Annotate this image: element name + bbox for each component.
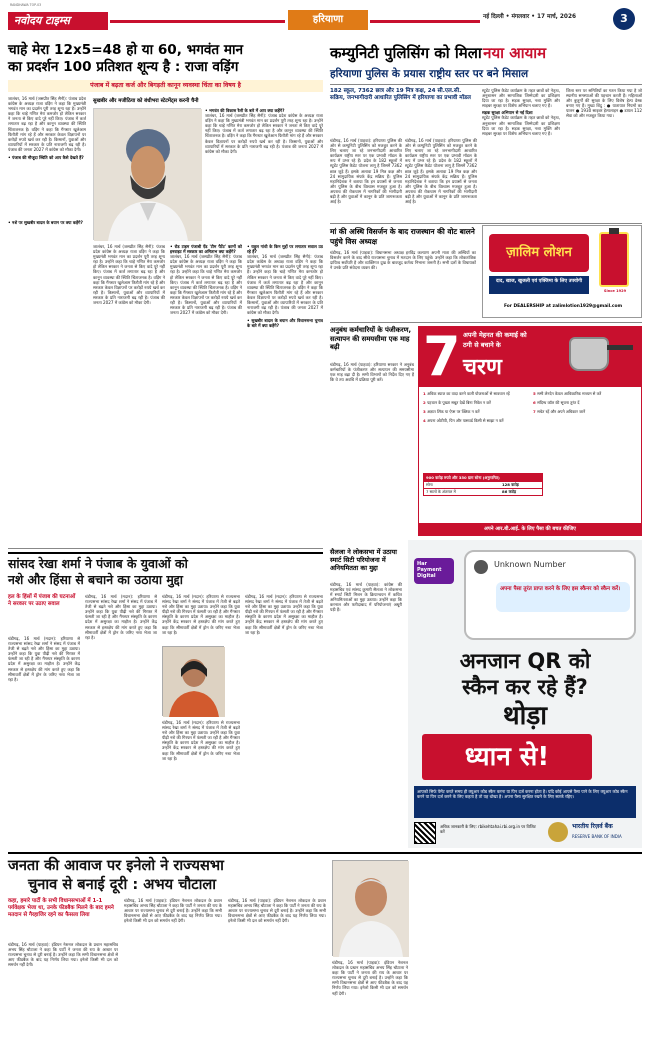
story1-qa2: • नशे पर सुखबीर बादल के बयान पर क्या कहेंगे? bbox=[8, 220, 83, 226]
divider bbox=[8, 548, 323, 549]
zalim-bottle-cap bbox=[609, 228, 619, 234]
story2-side-body-a: स्टूडेंट पुलिस कैडेट कार्यक्रम के तहत छात्रों को नेतृत्व, अनुशासन और सामाजिक जिम्मेदारी का प्रशिक्षण दिया जा रहा है। सड़क सुरक्षा, नशा मुक्ति और साइबर सुरक्षा पर विशेष अभियान चलाए गए हैं। bbox=[482, 88, 560, 109]
step-text: सचेत रहें और अपने अधिकार जानें bbox=[537, 409, 586, 414]
story1-body-text-c5: जालंधर, 16 मार्च (जसप्रीत सिंह सैनी): पंजाब प्रदेश कांग्रेस के अध्यक्ष राजा वड़िंग ने कहा कि मुख्यमंत्री भगवंत मान का प्रदर्शन पूरी तरह शून्य रहा है। उन्होंने कहा कि चाहे गणित मेरा कमजोर हो लेकिन सरकार ने जनता से किए वादे पूरे नहीं किए। पंजाब में कर्ज लगातार बढ़ रहा है और कानून व्यवस्था की स्थिति चिंताजनक है। वड़िंग ने कहा कि गैंगस्टर खुलेआम फिरौती मांग रहे हैं और सरकार केवल विज्ञापनों पर करोड़ों रुपये खर्च कर रही है। किसानों, युवाओं और व्यापारियों में सरकार के प्रति नाराजगी बढ़ रही है। पंजाब की जनता 2027 में कांग्रेस को मौका देगी। bbox=[247, 254, 323, 316]
story1-qa1: • पंजाब की मौजूदा स्थिति को आप कैसे देखते हैं? bbox=[8, 155, 84, 161]
table-cell: 86 करोड़ bbox=[502, 489, 517, 494]
phone-frame bbox=[464, 550, 636, 640]
step-item bbox=[533, 409, 639, 414]
story1-body-col5 bbox=[247, 244, 323, 544]
story1-strap: पंजाब में बढ़ता कर्ज और बिगड़ती कानून व्यवस्था चिंता का विषय है bbox=[8, 80, 323, 92]
zalim-dealer: For DEALERSHIP at zalimlotion1929@gmail.com bbox=[503, 304, 623, 309]
step-item bbox=[423, 409, 529, 414]
story2-bullet-head: 182 स्कूल, 7362 छात्र और 19 मित्र कक्ष, 24 सी.एल.सी. सक्रिय, जनभागीदारी आधारित पुलिसिंग में हरियाणा का प्रभावी मॉडल bbox=[330, 88, 471, 102]
step-item bbox=[423, 418, 529, 423]
story1-body-text: जालंधर, 16 मार्च (जसप्रीत सिंह सैनी): पंजाब प्रदेश कांग्रेस के अध्यक्ष राजा वड़िंग ने कहा कि मुख्यमंत्री भगवंत मान का प्रदर्शन पूरी तरह शून्य रहा है। उन्होंने कहा कि चाहे गणित मेरा कमजोर हो लेकिन सरकार ने जनता से किए वादे पूरे नहीं किए। पंजाब में कर्ज लगातार बढ़ रहा है और कानून व्यवस्था की स्थिति चिंताजनक है। वड़िंग ने कहा कि गैंगस्टर खुलेआम फिरौती मांग रहे हैं और सरकार केवल विज्ञापनों पर करोड़ों रुपये खर्च कर रही है। किसानों, युवाओं और व्यापारियों में सरकार के प्रति नाराजगी बढ़ रही है। पंजाब की जनता 2027 में कांग्रेस को मौका देगी। bbox=[8, 96, 86, 152]
rbi-name: भारतीय रिज़र्व बैंक bbox=[572, 823, 613, 830]
story2-headline-main: कम्युनिटी पुलिसिंग को मिला bbox=[330, 44, 482, 62]
steps-table-head: 900 करोड़ रुपये और 350 ग्राम सोना (अनुमानित) bbox=[424, 474, 542, 481]
step-bullet-icon: 1 bbox=[423, 391, 428, 396]
story1-body-text-cont: जालंधर, 16 मार्च (जसप्रीत सिंह सैनी): पंजाब प्रदेश कांग्रेस के अध्यक्ष राजा वड़िंग ने कहा कि मुख्यमंत्री भगवंत मान का प्रदर्शन पूरी तरह शून्य रहा है। उन्होंने कहा कि चाहे गणित मेरा कमजोर हो लेकिन सरकार ने जनता से किए वादे पूरे नहीं किए। पंजाब में कर्ज लगातार बढ़ रहा है और कानून व्यवस्था की स्थिति चिंताजनक है। वड़िंग ने कहा कि गैंगस्टर खुलेआम फिरौती मांग रहे हैं और सरकार केवल विज्ञापनों पर करोड़ों रुपये खर्च कर रही है। किसानों, युवाओं और व्यापारियों में सरकार के प्रति नाराजगी बढ़ रही है। पंजाब की जनता 2027 में कांग्रेस को मौका देगी। bbox=[205, 113, 323, 154]
story1-body-col1 bbox=[8, 96, 86, 545]
qr-title-line4: ध्यान से! bbox=[464, 742, 550, 772]
story1-qa3: • भगवंत की विकास रैली के बारे में आप क्या कहेंगे? bbox=[205, 108, 285, 113]
zalim-tagline: दाद, खाज, खुजली एवं एक्जिमा के लिए उपयोगी bbox=[489, 276, 589, 294]
story5-body-col2: चंडीगढ़, 16 मार्च (मदान): हरियाणा से राज्यसभा सांसद रेखा शर्मा ने संसद में पंजाब में तेजी से बढ़ते नशे और हिंसा का मुद्दा उठाया। उन्होंने कहा कि युवा पीढ़ी नशे की गिरफ्त में फंसती जा रही है और गैंगस्टर संस्कृति के कारण प्रदेश में असुरक्षा का माहौल है। उन्होंने केंद्र सरकार से हस्तक्षेप की मांग करते हुए कहा कि सीमावर्ती क्षेत्रों में ड्रोन के जरिए नशा भेजा जा रहा है। bbox=[85, 594, 157, 640]
story2-side-body: स्टूडेंट पुलिस कैडेट कार्यक्रम के तहत छात्रों को नेतृत्व, अनुशासन और सामाजिक जिम्मेदारी का प्रशिक्षण दिया जा रहा है। सड़क सुरक्षा, नशा मुक्ति और साइबर सुरक्षा पर विशेष अभियान चलाए गए हैं। bbox=[482, 115, 560, 136]
story7-body-col3: चंडीगढ़, 16 मार्च (पाहवा): इंडियन नेशनल लोकदल के प्रधान महासचिव अभय सिंह चौटाला ने कहा कि पार्टी ने जनता की राय के आधार पर राज्यसभा चुनाव से दूरी बनाई है। उन्होंने कहा कि सभी विधानसभा क्षेत्रों से आए फीडबैक के बाद यह निर्णय लिया गया। इनेलो किसी भी दल को समर्थन नहीं देगी। bbox=[228, 898, 326, 924]
story2-body-col4: जिला स्तर पर समितियों का गठन किया गया है जो स्थानीय समस्याओं की पहचान करती हैं। महिलाओं और बुजुर्गों की सुरक्षा के लिए विशेष हेल्प डेस्क बनाए गए हैं। मुख्य बिंदु : ● यातायात नियमों का पालन ● 1930 साइबर हेल्पलाइन ● डायल 112 सेवा को और मजबूत किया गया। bbox=[566, 88, 642, 119]
divider bbox=[330, 322, 642, 323]
paper-name: नवोदय टाइम्स bbox=[8, 12, 108, 30]
story7-bullet: कहा, हमारे पार्टी के सभी विधानसभाओं में 1-1 पर्यवेक्षक भेजा था, उनके फीडबैक मिलने के बाद हमने मतदान से गैरहाजिर रहने का फैसला लिया bbox=[8, 898, 114, 918]
steps-title-line1: अपनी मेहनत की कमाई को bbox=[463, 331, 527, 339]
story5-body-col4: चंडीगढ़, 16 मार्च (मदान): हरियाणा से राज्यसभा सांसद रेखा शर्मा ने संसद में पंजाब में तेजी से बढ़ते नशे और हिंसा का मुद्दा उठाया। उन्होंने कहा कि युवा पीढ़ी नशे की गिरफ्त में फंसती जा रही है और गैंगस्टर संस्कृति के कारण प्रदेश में असुरक्षा का माहौल है। उन्होंने केंद्र सरकार से हस्तक्षेप की मांग करते हुए कहा कि सीमावर्ती क्षेत्रों में ड्रोन के जरिए नशा भेजा जा रहा है। bbox=[245, 594, 323, 635]
step-bullet-icon: 7 bbox=[533, 409, 538, 414]
cooker-handle-icon bbox=[607, 345, 633, 350]
story1-qa6: • सुखबीर बादल के बयान और विधानसभा चुनाव के बारे में क्या कहेंगे? bbox=[247, 318, 323, 329]
section-title: हरियाणा bbox=[288, 10, 368, 30]
step-text: संदिग्ध कॉल की सूचना तुरंत दें bbox=[537, 400, 580, 405]
dateline: नई दिल्ली • मंगलवार • 17 मार्च, 2026 bbox=[483, 14, 577, 20]
divider bbox=[330, 223, 642, 224]
page-number: 3 bbox=[613, 8, 635, 30]
steps-big-word: चरण bbox=[463, 355, 502, 380]
step-bullet-icon: 3 bbox=[423, 409, 428, 414]
story5-body-col3a: चंडीगढ़, 16 मार्च (मदान): हरियाणा से राज्यसभा सांसद रेखा शर्मा ने संसद में पंजाब में तेजी से बढ़ते नशे और हिंसा का मुद्दा उठाया। उन्होंने कहा कि युवा पीढ़ी नशे की गिरफ्त में फंसती जा रही है और गैंगस्टर संस्कृति के कारण प्रदेश में असुरक्षा का माहौल है। उन्होंने केंद्र सरकार से हस्तक्षेप की मांग करते हुए कहा कि सीमावर्ती क्षेत्रों में ड्रोन के जरिए नशा भेजा जा रहा है। bbox=[162, 594, 240, 635]
steps-title-line2: ठगी से बचाने के bbox=[463, 341, 501, 349]
story5-bullet: हल के हिंसों में पंजाब की घटनाओं ने सरकार पर उठाए सवाल bbox=[8, 594, 76, 607]
rbi-name-en: RESERVE BANK OF INDIA bbox=[572, 834, 622, 839]
story1-body-col4 bbox=[170, 244, 242, 544]
person-portrait-icon bbox=[163, 647, 225, 717]
story1-headline bbox=[8, 42, 323, 76]
story4-body: चंडीगढ़, 16 मार्च (पाहवा): हरियाणा सरकार ने अनुबंध कर्मचारियों के पंजीकरण और सत्यापन की समयसीमा एक माह बढ़ा दी है। सभी विभागों को निर्देश दिए गए हैं कि वे तय अवधि में प्रक्रिया पूरी करें। bbox=[330, 362, 414, 383]
masthead bbox=[0, 0, 650, 40]
story1-qa5: • राहुल गांधी के किन मुद्दों पर लगातार सवाल उठ रहे हैं? bbox=[247, 244, 323, 255]
story5-body-col3b: चंडीगढ़, 16 मार्च (मदान): हरियाणा से राज्यसभा सांसद रेखा शर्मा ने संसद में पंजाब में तेजी से बढ़ते नशे और हिंसा का मुद्दा उठाया। उन्होंने कहा कि युवा पीढ़ी नशे की गिरफ्त में फंसती जा रही है और गैंगस्टर संस्कृति के कारण प्रदेश में असुरक्षा का माहौल है। उन्होंने केंद्र सरकार से हस्तक्षेप की मांग करते हुए कहा कि सीमावर्ती क्षेत्रों में ड्रोन के जरिए नशा भेजा जा रहा है। bbox=[162, 720, 240, 761]
story4-headline: अनुबंध कर्मचारियों के पंजीकरण, सत्यापन की समयसीमा एक माह बढ़ी bbox=[330, 326, 412, 352]
qr-title-line2: स्कैन कर रहे हैं? bbox=[462, 675, 588, 699]
story2-side-label: सड़क सुरक्षा अभियान से नई दिशा bbox=[482, 110, 533, 116]
payment-badge: Har Payment Digital bbox=[414, 558, 454, 584]
steps-list-left bbox=[423, 391, 529, 427]
story1-headline-line1: चाहे मेरा 12x5=48 हो या 60, भगवंत मान bbox=[8, 42, 244, 58]
qr-title-line1: अनजान QR को bbox=[459, 649, 591, 673]
story7-body-col1: चंडीगढ़, 16 मार्च (पाहवा): इंडियन नेशनल लोकदल के प्रधान महासचिव अभय सिंह चौटाला ने कहा कि पार्टी ने जनता की राय के आधार पर राज्यसभा चुनाव से दूरी बनाई है। उन्होंने कहा कि सभी विधानसभा क्षेत्रों से आए फीडबैक के बाद यह निर्णय लिया गया। इनेलो किसी भी दल को समर्थन नहीं देगी। bbox=[8, 942, 118, 968]
unknown-number-label: Unknown Number bbox=[494, 560, 566, 569]
step-text: पहचान के पुख्ता सबूत देखें बिना निवेश न करें bbox=[427, 400, 491, 405]
story2-body-col1: चंडीगढ़, 16 मार्च (पाहवा): हरियाणा पुलिस की ओर से कम्युनिटी पुलिसिंग को मजबूत करने के लिए चलाए जा रहे जनभागीदारी आधारित कार्यक्रम राष्ट्रीय स्तर पर एक प्रभावी मॉडल के रूप में उभर रहे हैं। प्रदेश के 182 स्कूलों में स्टूडेंट पुलिस कैडेट योजना लागू है जिसमें 7362 छात्र जुड़े हैं। इसके अलावा 19 मित्र कक्ष और 24 सामुदायिक संपर्क केंद्र सक्रिय हैं। पुलिस महानिदेशक ने बताया कि इन प्रयासों से जनता और पुलिस के बीच विश्वास मजबूत हुआ है। अपराध की रोकथाम में नागरिकों की भागीदारी बढ़ी है और युवाओं में कानून के प्रति जागरूकता आई है। bbox=[330, 138, 402, 205]
story5-headline-line2: नशे और हिंसा से बचाने का उठाया मुद्दा bbox=[8, 572, 183, 587]
story1-caption-box: सुखबीर और मजीठिया को बंधीभरा स्टेटमेंट्स करनी चैनी bbox=[93, 98, 199, 104]
story2-headline-highlight: नया आयाम bbox=[483, 44, 547, 62]
story5-headline bbox=[8, 556, 323, 588]
step-item bbox=[533, 391, 639, 396]
raja-warring-photo bbox=[93, 108, 201, 240]
qr-disclaimer: आपको सिर्फ पेमेंट करते समय ही क्यूआर कोड स्कैन करना या पिन दर्ज करना होता है। यदि कोई आपसे पैसा पाने के लिए क्यूआर कोड स्कैन करने या पिन दर्ज करने के लिए कहता है तो यह धोखा है। अपना पैसा सुरक्षित रखने के लिए सतर्क रहिए। bbox=[414, 786, 636, 818]
steps-banner bbox=[419, 327, 641, 387]
story7-headline-line1: जनता की आवाज पर इनेलो ने राज्यसभा bbox=[8, 857, 224, 874]
step-bullet-icon: 5 bbox=[533, 391, 538, 396]
qr-awareness-ad bbox=[408, 540, 642, 848]
edition-code: RANDHAWA TOP-03 bbox=[10, 3, 42, 7]
story3-headline: मां की अस्थि विसर्जन के बाद राजस्थान की वोट बालने पहुंचे विस अध्यक्ष bbox=[330, 227, 475, 246]
story1-body-text-c3: जालंधर, 16 मार्च (जसप्रीत सिंह सैनी): पंजाब प्रदेश कांग्रेस के अध्यक्ष राजा वड़िंग ने कहा कि मुख्यमंत्री भगवंत मान का प्रदर्शन पूरी तरह शून्य रहा है। उन्होंने कहा कि चाहे गणित मेरा कमजोर हो लेकिन सरकार ने जनता से किए वादे पूरे नहीं किए। पंजाब में कर्ज लगातार बढ़ रहा है और कानून व्यवस्था की स्थिति चिंताजनक है। वड़िंग ने कहा कि गैंगस्टर खुलेआम फिरौती मांग रहे हैं और सरकार केवल विज्ञापनों पर करोड़ों रुपये खर्च कर रही है। किसानों, युवाओं और व्यापारियों में सरकार के प्रति नाराजगी बढ़ रही है। पंजाब की जनता 2027 में कांग्रेस को मौका देगी। bbox=[93, 244, 165, 306]
rbi-steps-ad bbox=[418, 326, 642, 536]
steps-table bbox=[423, 473, 543, 496]
steps-list-right bbox=[533, 391, 639, 418]
zalim-bottle bbox=[599, 232, 629, 287]
steps-footer: अपने आर.बी.आई. के लिए पैसा की बचत कीजिए bbox=[419, 523, 641, 536]
qr-title-line3: थोड़ा bbox=[503, 701, 547, 731]
story2-body-col3 bbox=[482, 88, 560, 220]
table-cell: सोना bbox=[426, 482, 433, 487]
steps-number: 7 bbox=[423, 325, 461, 388]
step-item bbox=[423, 391, 529, 396]
zalim-brand: ज़ालिम लोशन bbox=[489, 234, 589, 272]
story2-body-col2: चंडीगढ़, 16 मार्च (पाहवा): हरियाणा पुलिस की ओर से कम्युनिटी पुलिसिंग को मजबूत करने के लिए चलाए जा रहे जनभागीदारी आधारित कार्यक्रम राष्ट्रीय स्तर पर एक प्रभावी मॉडल के रूप में उभर रहे हैं। प्रदेश के 182 स्कूलों में स्टूडेंट पुलिस कैडेट योजना लागू है जिसमें 7362 छात्र जुड़े हैं। इसके अलावा 19 मित्र कक्ष और 24 सामुदायिक संपर्क केंद्र सक्रिय हैं। पुलिस महानिदेशक ने बताया कि इन प्रयासों से जनता और पुलिस के बीच विश्वास मजबूत हुआ है। अपराध की रोकथाम में नागरिकों की भागीदारी बढ़ी है और युवाओं में कानून के प्रति जागरूकता आई है। bbox=[405, 138, 477, 205]
person-portrait-icon bbox=[94, 109, 202, 241]
story1-body-text-c4: जालंधर, 16 मार्च (जसप्रीत सिंह सैनी): पंजाब प्रदेश कांग्रेस के अध्यक्ष राजा वड़िंग ने कहा कि मुख्यमंत्री भगवंत मान का प्रदर्शन पूरी तरह शून्य रहा है। उन्होंने कहा कि चाहे गणित मेरा कमजोर हो लेकिन सरकार ने जनता से किए वादे पूरे नहीं किए। पंजाब में कर्ज लगातार बढ़ रहा है और कानून व्यवस्था की स्थिति चिंताजनक है। वड़िंग ने कहा कि गैंगस्टर खुलेआम फिरौती मांग रहे हैं और सरकार केवल विज्ञापनों पर करोड़ों रुपये खर्च कर रही है। किसानों, युवाओं और व्यापारियों में सरकार के प्रति नाराजगी बढ़ रही है। पंजाब की जनता 2027 में कांग्रेस को मौका देगी। bbox=[170, 254, 242, 316]
zalim-lotion-ad bbox=[482, 225, 642, 318]
step-text: अधिक ब्याज का वादा करने वाली योजनाओं से सावधान रहें bbox=[427, 391, 510, 396]
header-rule-left bbox=[110, 20, 285, 23]
table-cell: 128 करोड़ bbox=[502, 482, 519, 487]
rbi-logo-icon bbox=[548, 822, 568, 842]
person-portrait-icon bbox=[333, 861, 409, 957]
pressure-cooker-icon bbox=[569, 337, 609, 371]
story1-headline-line2: का प्रदर्शन 100 प्रतिशत शून्य है : राजा वड़िंग bbox=[8, 59, 239, 75]
story1-body-col3 bbox=[93, 244, 165, 544]
header-rule-right bbox=[370, 20, 480, 23]
story1-qa4: • रोड टाइम पंजाबी ऐंड 'टीम पैटेंट' कामों को इनवाइट में सरकार का अमिताभ क्या कहेंगे? bbox=[170, 244, 242, 255]
step-text: अपना ओटीपी, पिन और पासवर्ड किसी से साझा न करें bbox=[427, 418, 504, 423]
step-item bbox=[533, 400, 639, 405]
step-bullet-icon: 6 bbox=[533, 400, 538, 405]
step-bullet-icon: 4 bbox=[423, 418, 428, 423]
divider bbox=[330, 84, 642, 85]
rbi-info: अधिक जानकारी के लिए: rbikehtahai.rbi.org.in पर विजिट करें bbox=[440, 824, 536, 834]
story7-body-col2: चंडीगढ़, 16 मार्च (पाहवा): इंडियन नेशनल लोकदल के प्रधान महासचिव अभय सिंह चौटाला ने कहा कि पार्टी ने जनता की राय के आधार पर राज्यसभा चुनाव से दूरी बनाई है। उन्होंने कहा कि सभी विधानसभा क्षेत्रों से आए फीडबैक के बाद यह निर्णय लिया गया। इनेलो किसी भी दल को समर्थन नहीं देगी। bbox=[124, 898, 222, 924]
story5-headline-line1: सांसद रेखा शर्मा ने पंजाब के युवाओं को bbox=[8, 556, 188, 571]
table-row bbox=[424, 488, 542, 495]
abhay-chautala-photo bbox=[332, 860, 408, 956]
story6-headline: सैलजा ने लोकसभा में उठाया स्मार्ट सिटी परियोजना में अनियमितता का मुद्दा bbox=[330, 548, 397, 573]
table-cell: 7 सालों के अंतराल में bbox=[426, 489, 456, 494]
story7-body-col4: चंडीगढ़, 16 मार्च (पाहवा): इंडियन नेशनल लोकदल के प्रधान महासचिव अभय सिंह चौटाला ने कहा कि पार्टी ने जनता की राय के आधार पर राज्यसभा चुनाव से दूरी बनाई है। उन्होंने कहा कि सभी विधानसभा क्षेत्रों से आए फीडबैक के बाद यह निर्णय लिया गया। इनेलो किसी भी दल को समर्थन नहीं देगी। bbox=[332, 960, 408, 996]
divider bbox=[8, 552, 323, 554]
story7-headline-line2: चुनाव से बनाई दूरी : अभय चौटाला bbox=[28, 876, 217, 893]
chat-bubble: अपना पैसा तुरंत प्राप्त करने के लिए इस स्कैनर को स्कैन करें। bbox=[496, 582, 630, 612]
step-item bbox=[423, 400, 529, 405]
story1-body-col2 bbox=[205, 108, 323, 238]
story5-body-col1: चंडीगढ़, 16 मार्च (मदान): हरियाणा से राज्यसभा सांसद रेखा शर्मा ने संसद में पंजाब में तेजी से बढ़ते नशे और हिंसा का मुद्दा उठाया। उन्होंने कहा कि युवा पीढ़ी नशे की गिरफ्त में फंसती जा रही है और गैंगस्टर संस्कृति के कारण प्रदेश में असुरक्षा का माहौल है। उन्होंने केंद्र सरकार से हस्तक्षेप की मांग करते हुए कहा कि सीमावर्ती क्षेत्रों में ड्रोन के जरिए नशा भेजा जा रहा है। bbox=[8, 636, 80, 682]
qr-warning-banner bbox=[422, 734, 592, 780]
zalim-badge: Since 1929 bbox=[603, 289, 627, 293]
step-text: अज्ञात लिंक या ऐप्स पर क्लिक न करें bbox=[427, 409, 480, 414]
table-row bbox=[424, 481, 542, 488]
qr-code-icon bbox=[414, 822, 436, 844]
rekha-sharma-photo bbox=[162, 646, 224, 716]
story6-body-col1: चंडीगढ़, 16 मार्च (पाहवा): कांग्रेस की महासचिव एवं सांसद कुमारी सैलजा ने लोकसभा में स्मार्ट सिटी मिशन के क्रियान्वयन में कथित अनियमितताओं का मुद्दा उठाया। उन्होंने कहा कि करनाल और फरीदाबाद में परियोजनाएं अधूरी पड़ी हैं। bbox=[330, 582, 402, 613]
story2-headline bbox=[330, 42, 642, 64]
avatar-icon bbox=[474, 560, 488, 574]
step-bullet-icon: 2 bbox=[423, 400, 428, 405]
step-text: सभी लेनदेन केवल आधिकारिक माध्यम से करें bbox=[537, 391, 602, 396]
story2-subhead: हरियाणा पुलिस के प्रयास राष्ट्रीय स्तर पर बने मिसाल bbox=[330, 68, 529, 80]
story3-body: चंडीगढ़, 16 मार्च (पाहवा): विधानसभा अध्यक्ष हरविंद्र कल्याण अपनी माता की अस्थियों का विसर्जन करने के बाद सीधे राज्यसभा चुनाव में मतदान के लिए पहुंचे। उन्होंने कहा कि लोकतांत्रिक दायित्व सर्वोपरि है और व्यक्तिगत दुख के बावजूद कर्तव्य निभाना जरूरी है। सभी दलों के विधायकों ने उनके प्रति संवेदना व्यक्त की। bbox=[330, 250, 476, 271]
divider bbox=[8, 852, 642, 854]
